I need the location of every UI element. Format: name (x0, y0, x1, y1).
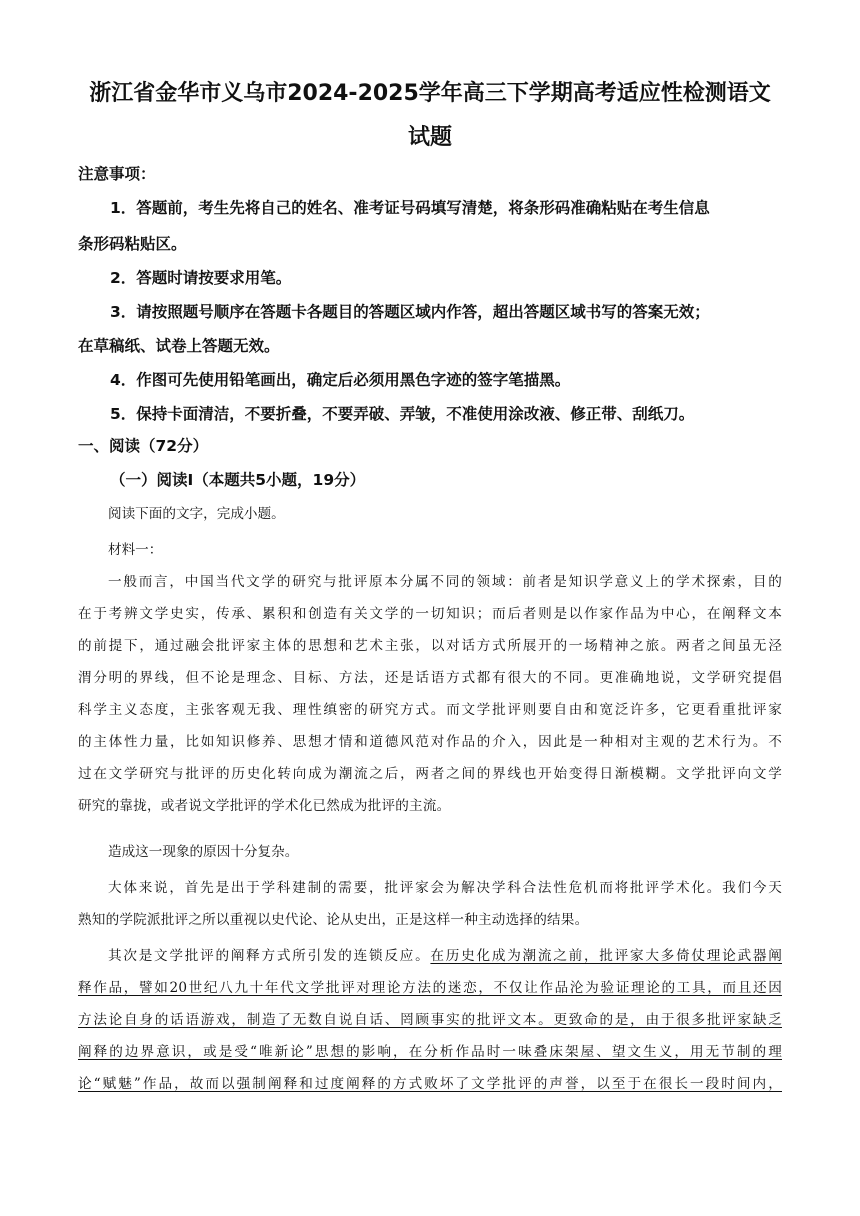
para3-line-1: 大体来说，首先是出于学科建制的需要，批评家会为解决学科合法性危机而将批评学术化。我们今天 (108, 880, 782, 896)
para1-line-1: 一般而言，中国当代文学的研究与批评原本分属不同的领域：前者是知识学意义上的学术探索，目的 (108, 574, 782, 590)
para1-line-2: 在于考辨文学史实，传承、累积和创造有关文学的一切知识；而后者则是以作家作品为中心，在阐释文本 (78, 606, 782, 622)
para3-line-2: 熟知的学院派批评之所以重视以史代论、论从史出，正是这样一种主动选择的结果。 (78, 912, 589, 928)
notice-item-5: 5．保持卡面清洁，不要折叠，不要弄破、弄皱，不准使用涂改液、修正带、刮纸刀。 (110, 405, 695, 423)
subsection-heading: （一）阅读Ⅰ（本题共5小题，19分） (110, 471, 366, 489)
para4-line-4: 阐释的边界意识，或是受“唯新论”思想的影响，在分析作品时一味叠床架屋、望文生义，用无节制的理 (78, 1044, 782, 1060)
para2-line: 造成这一现象的原因十分复杂。 (108, 844, 299, 860)
notice-item-2: 2．答题时请按要求用笔。 (110, 269, 292, 287)
para1-line-6: 的主体性力量，比如知识修养、思想才情和道德风范对作品的介入，因此是一种相对主观的艺术行为。不 (78, 734, 782, 750)
para4-line-2: 释作品，譬如20世纪八九十年代文学批评对理论方法的迷恋，不仅让作品沦为验证理论的工具，而且还因 (78, 980, 782, 996)
notice-item-3b: 在草稿纸、试卷上答题无效。 (78, 337, 280, 355)
material-label: 材料一： (108, 542, 163, 558)
para1-line-7: 过在文学研究与批评的历史化转向成为潮流之后，两者之间的界线也开始变得日渐模糊。文学批评向文学 (78, 766, 782, 782)
para4-line-1 (108, 944, 782, 964)
notice-heading: 注意事项： (78, 165, 156, 183)
notice-item-3a: 3．请按照题号顺序在答题卡各题目的答题区域内作答，超出答题区域书写的答案无效； (110, 303, 710, 321)
para1-line-4: 渭分明的界线，但不论是理念、目标、方法，还是话语方式都有很大的不同。更准确地说，文学研究提倡 (78, 670, 782, 686)
para4-plain-text: 其次是文学批评的阐释方式所引发的连锁反应。 (108, 948, 431, 964)
notice-item-1b: 条形码粘贴区。 (78, 235, 187, 253)
notice-item-1a: 1．答题前，考生先将自己的姓名、准考证号码填写清楚，将条形码准确粘贴在考生信息 (110, 199, 710, 217)
para1-line-8: 研究的靠拢，或者说文学批评的学术化已然成为批评的主流。 (78, 798, 451, 814)
section-heading: 一、阅读（72分） (78, 437, 209, 455)
notice-item-4: 4．作图可先使用铅笔画出，确定后必须用黑色字迹的签字笔描黑。 (110, 371, 571, 389)
instruction-text: 阅读下面的文字，完成小题。 (108, 506, 285, 522)
para1-line-3: 的前提下，通过融会批评家主体的思想和艺术主张，以对话方式所展开的一场精神之旅。两者之间虽无泾 (78, 638, 782, 654)
para4-line-3: 方法论自身的话语游戏，制造了无数自说自话、罔顾事实的批评文本。更致命的是，由于很多批评家缺乏 (78, 1012, 782, 1028)
para1-line-5: 科学主义态度，主张客观无我、理性缜密的研究方式。而文学批评则要自由和宽泛许多，它更看重批评家 (78, 702, 782, 718)
para4-underlined-text: 在历史化成为潮流之前，批评家大多倚仗理论武器阐 (430, 948, 782, 964)
para4-line-5: 论“赋魅”作品，故而以强制阐释和过度阐释的方式败坏了文学批评的声誉，以至于在很长一段时间内， (78, 1076, 782, 1092)
title-line-2: 试题 (407, 125, 452, 150)
document-title (70, 72, 790, 160)
title-line-1: 浙江省金华市义乌市2024-2025学年高三下学期高考适应性检测语文 (89, 81, 771, 106)
